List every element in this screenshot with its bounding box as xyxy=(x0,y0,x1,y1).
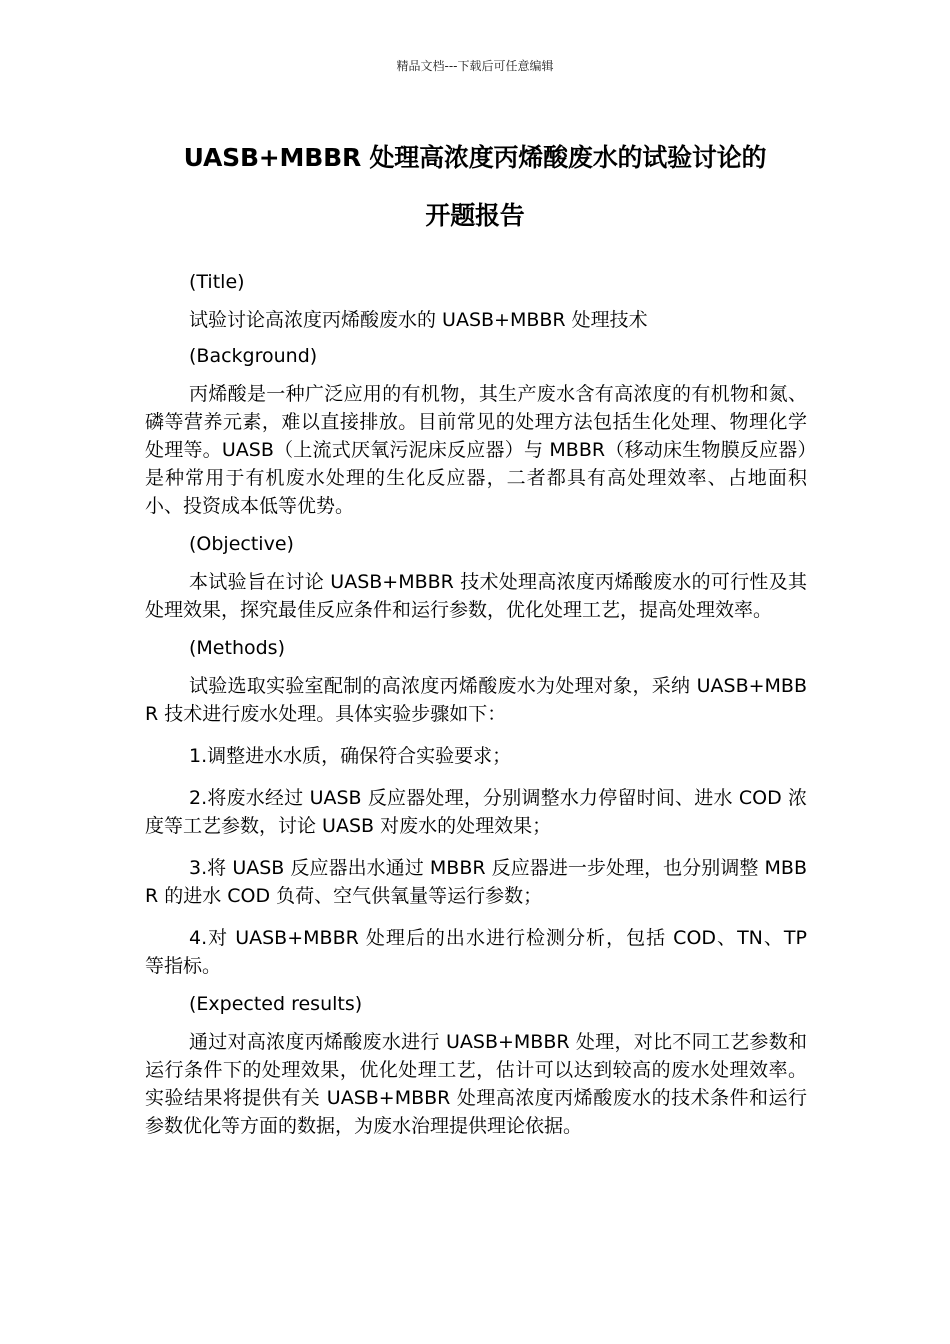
background-section-text: 丙烯酸是一种广泛应用的有机物，其生产废水含有高浓度的有机物和氮、磷等营养元素，难以直接排放。目前常见的处理方法包括生化处理、物理化学处理等。UASB（上流式厌氧污泥床反应器）与 MBBR（移动床生物膜反应器）是种常用于有机废水处理的生化反应器，二者都具有高处理效率、占地面积小、投资成本低等优势。 xyxy=(145,383,807,517)
method-step-2: 2.将废水经过 UASB 反应器处理，分别调整水力停留时间、进水 COD 浓度等工艺参数，讨论 UASB 对废水的处理效果； xyxy=(145,787,807,837)
methods-section-text: 试验选取实验室配制的高浓度丙烯酸废水为处理对象，采纳 UASB+MBBR 技术进行废水处理。具体实验步骤如下： xyxy=(145,675,807,725)
expected-results-heading: (Expected results) xyxy=(189,993,363,1015)
method-step-4: 4.对 UASB+MBBR 处理后的出水进行检测分析，包括 COD、TN、TP 等指标。 xyxy=(145,927,807,977)
expected-results-text: 通过对高浓度丙烯酸废水进行 UASB+MBBR 处理，对比不同工艺参数和运行条件下的处理效果，优化处理工艺，估计可以达到较高的废水处理效率。实验结果将提供有关 UASB+MBBR 处理高浓度丙烯酸废水的技术条件和运行参数优化等方面的数据，为废水治理提供理论依据。 xyxy=(145,1031,807,1137)
document-title-line-1: UASB+MBBR 处理高浓度丙烯酸废水的试验讨论的 xyxy=(183,143,767,172)
background-section-heading: (Background) xyxy=(189,345,318,367)
document-title-line-2: 开题报告 xyxy=(425,201,525,230)
title-section-heading: (Title) xyxy=(189,271,245,293)
methods-section-heading: (Methods) xyxy=(189,637,285,659)
title-section-text: 试验讨论高浓度丙烯酸废水的 UASB+MBBR 处理技术 xyxy=(189,309,648,331)
method-step-3: 3.将 UASB 反应器出水通过 MBBR 反应器进一步处理，也分别调整 MBBR 的进水 COD 负荷、空气供氧量等运行参数； xyxy=(145,857,807,907)
document-body xyxy=(145,268,807,1150)
objective-section-text: 本试验旨在讨论 UASB+MBBR 技术处理高浓度丙烯酸废水的可行性及其处理效果，探究最佳反应条件和运行参数，优化处理工艺，提高处理效率。 xyxy=(145,571,807,621)
objective-section-heading: (Objective) xyxy=(189,533,294,555)
method-step-1: 1.调整进水水质，确保符合实验要求； xyxy=(189,745,512,767)
page-header-note: 精品文档---下载后可任意编辑 xyxy=(396,59,554,73)
